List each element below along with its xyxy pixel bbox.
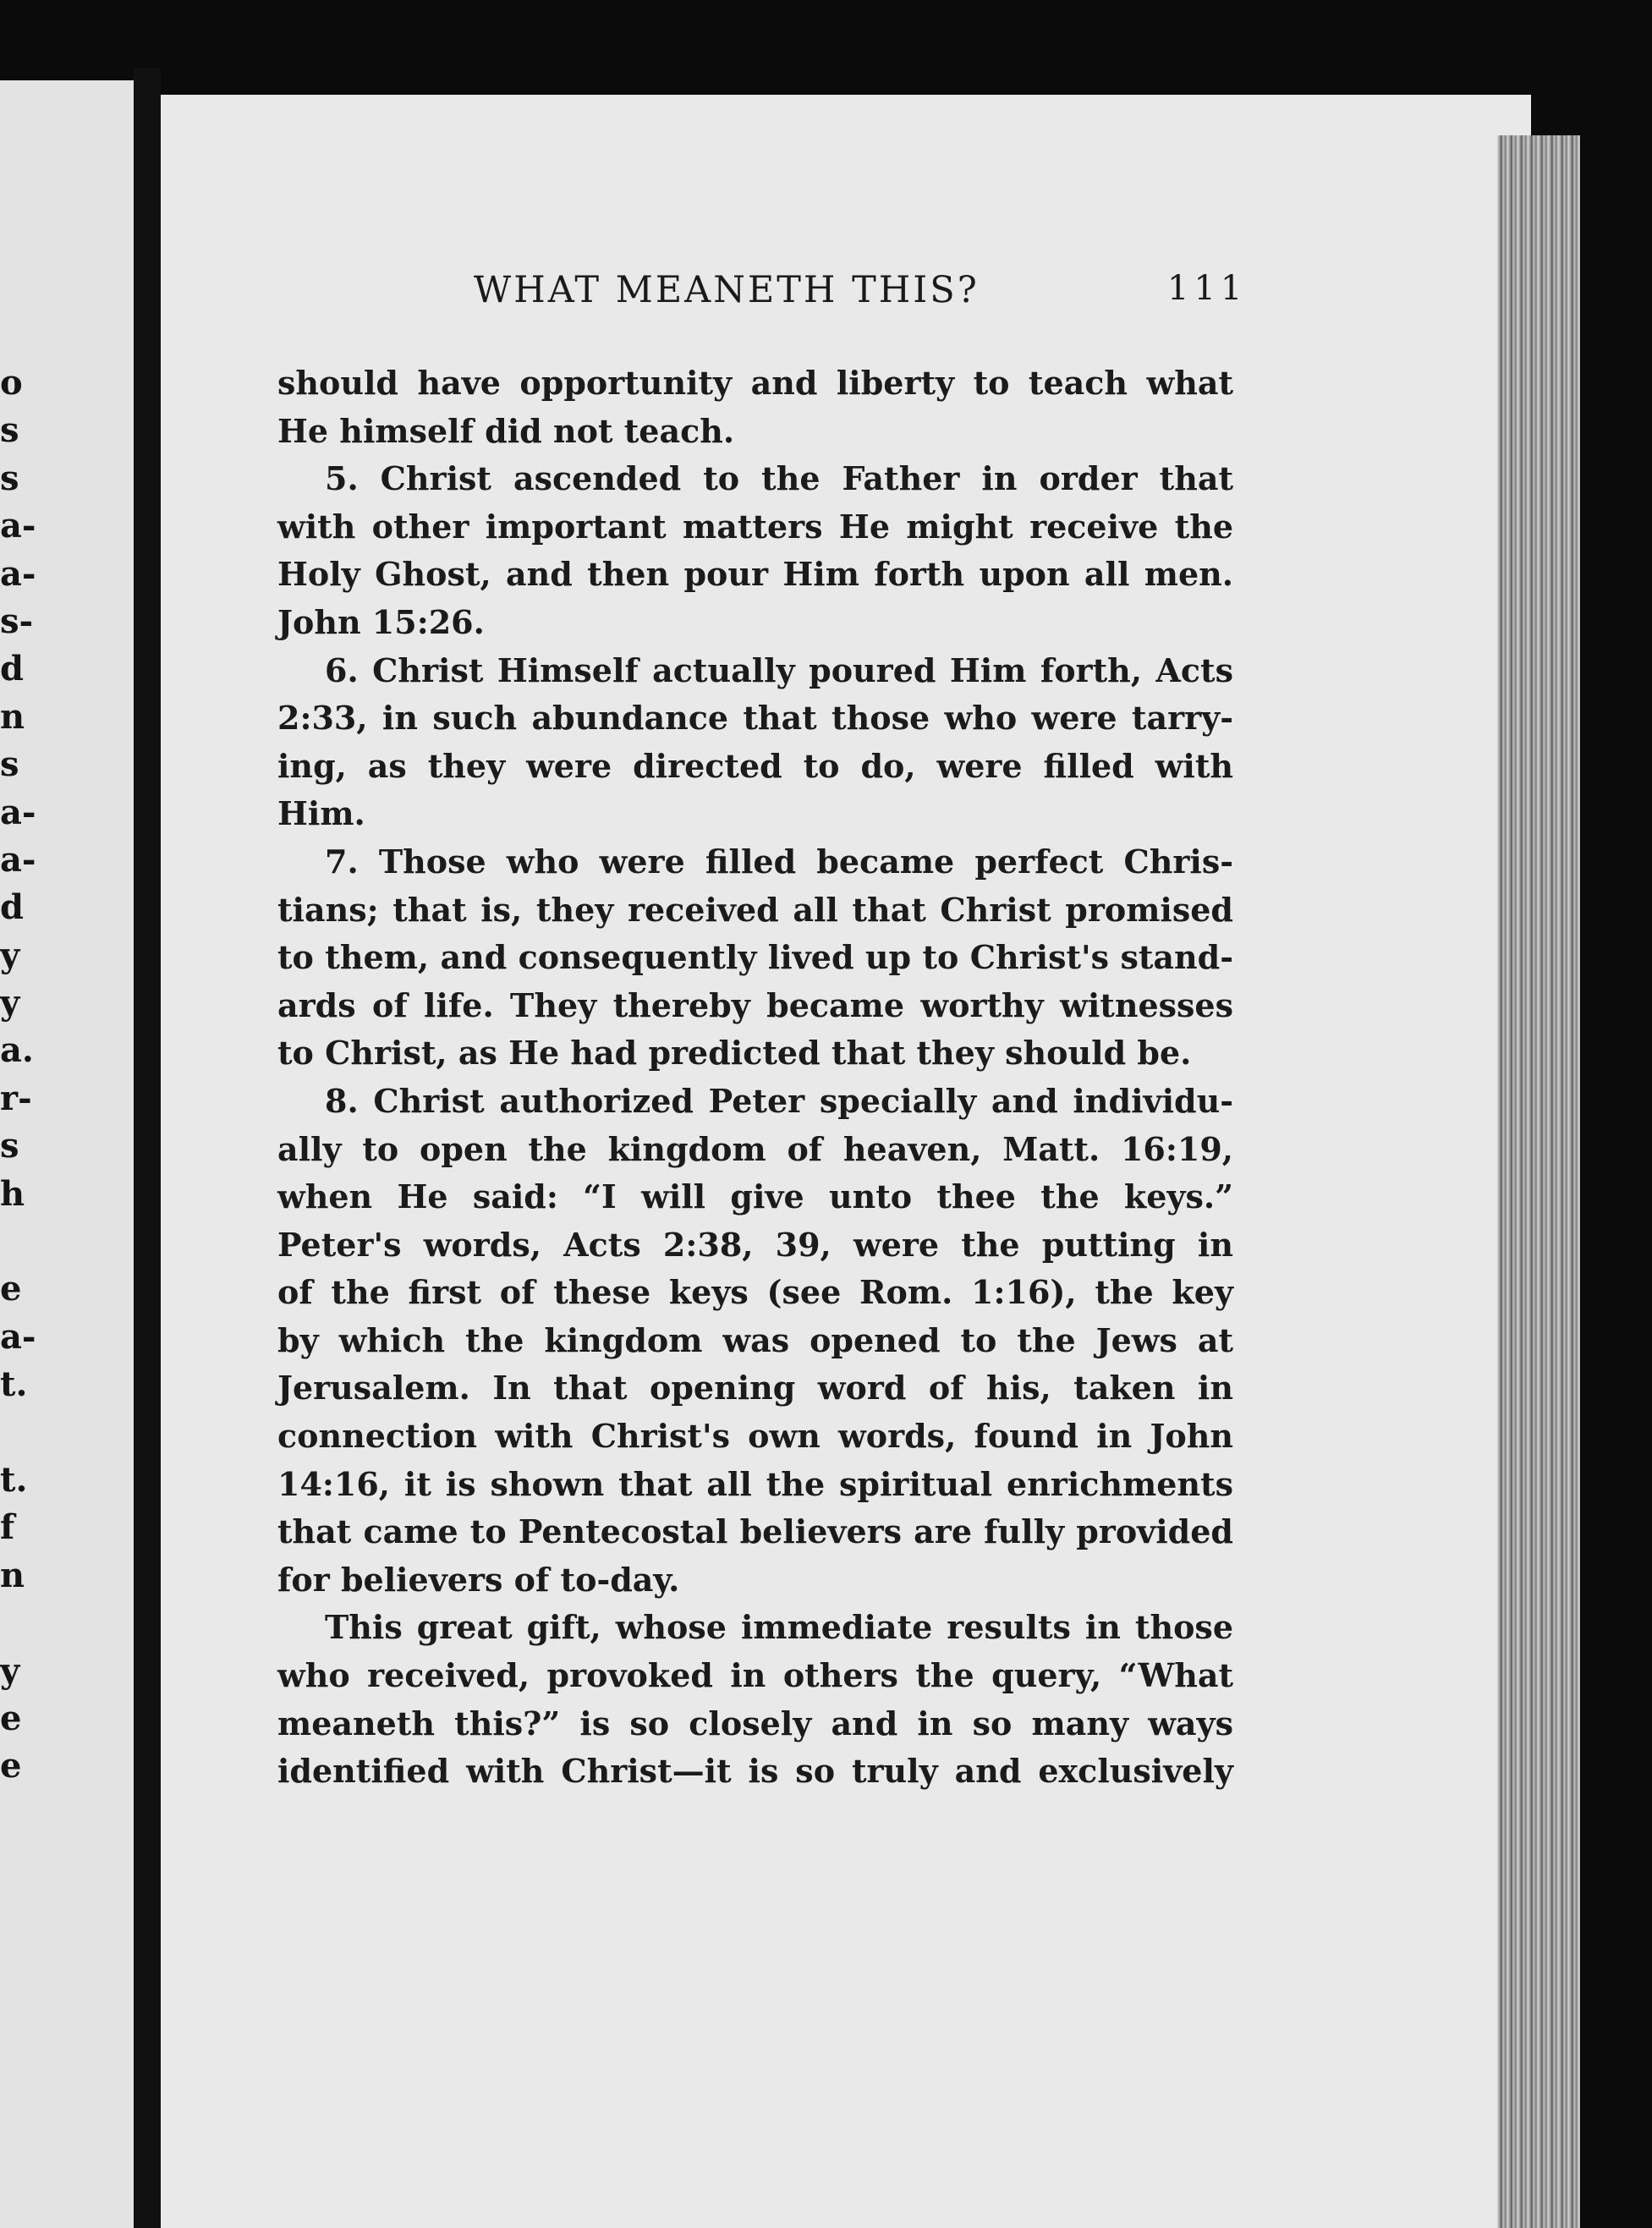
text-line: 14:16, it is shown that all the spiritual enrichments (277, 1464, 1233, 1503)
text-line: who received, provoked in others the query, “What (277, 1656, 1233, 1695)
left-page-fragment: a. (0, 1030, 34, 1071)
left-page-fragment: e (0, 1746, 22, 1786)
text-line: with other important matters He might receive the (277, 507, 1233, 546)
page-fore-edge (1497, 135, 1580, 2228)
text-line: ards of life. They thereby became worthy witnesses (277, 985, 1233, 1024)
text-line: for believers of to-day. (277, 1560, 680, 1599)
left-page-fragment (0, 1409, 34, 1457)
left-page-fragment: h (0, 1173, 25, 1214)
text-line: connection with Christ's own words, found in John (277, 1417, 1233, 1456)
left-page-fragment: d (0, 649, 24, 689)
left-page-fragment: a- (0, 506, 36, 546)
left-page-fragment: a- (0, 839, 36, 880)
left-page-fragment: e (0, 1269, 22, 1309)
text-line: when He said: “I will give unto thee the keys.” (277, 1177, 1233, 1216)
left-page-edge-text (0, 359, 34, 1791)
left-page-fragment: n (0, 696, 25, 737)
left-page-fragment: a- (0, 553, 36, 594)
text-line: identified with Christ—it is so truly and exclusively (277, 1752, 1233, 1791)
text-line: by which the kingdom was opened to the Jews at (277, 1320, 1233, 1359)
left-page-fragment: s (0, 410, 19, 451)
left-page-fragment: y (0, 983, 20, 1023)
text-line: of the first of these keys (see Rom. 1:16), the key (277, 1273, 1233, 1312)
left-page-fragment: a- (0, 1316, 36, 1357)
page-number: 111 (1167, 269, 1248, 308)
text-line: 8. Christ authorized Peter specially and individu- (325, 1081, 1233, 1120)
left-page-fragment: n (0, 1555, 25, 1595)
left-page-fragment: t. (0, 1459, 28, 1500)
text-line: Jerusalem. In that opening word of his, taken in (277, 1369, 1233, 1408)
text-line: This great gift, whose immediate results in those (325, 1608, 1233, 1647)
left-page-fragment: t. (0, 1364, 28, 1405)
text-line: ally to open the kingdom of heaven, Matt. 16:19, (277, 1129, 1233, 1168)
text-line: Him. (277, 794, 365, 833)
left-page-fragment (0, 1600, 34, 1647)
left-page-fragment: y (0, 935, 20, 975)
left-page-fragment (0, 1218, 34, 1265)
left-page-fragment: o (0, 363, 23, 403)
scan-top-border (0, 0, 1652, 59)
text-line: to them, and consequently lived up to Christ's stand- (277, 938, 1233, 977)
left-page-fragment: s (0, 458, 19, 498)
scan-right-border (1580, 0, 1652, 2228)
left-page-fragment: s (0, 1126, 19, 1166)
left-page-fragment: f (0, 1507, 15, 1548)
left-page-fragment: a- (0, 792, 36, 832)
left-page-fragment: s- (0, 601, 34, 641)
left-page-fragment: e (0, 1698, 22, 1738)
text-line: ing, as they were directed to do, were filled with (277, 746, 1233, 785)
text-line: 5. Christ ascended to the Father in order that (325, 459, 1233, 498)
text-line: to Christ, as He had predicted that they should be. (277, 1034, 1192, 1073)
text-line: 2:33, in such abundance that those who were tarry- (277, 699, 1233, 738)
left-page-fragment: s (0, 744, 19, 785)
text-line: that came to Pentecostal believers are fully provided (277, 1512, 1233, 1551)
text-line: meaneth this?” is so closely and in so many ways (277, 1704, 1233, 1742)
running-header (474, 269, 1248, 328)
text-line: 7. Those who were filled became perfect Chris- (325, 842, 1233, 881)
text-line: tians; that is, they received all that Christ promised (277, 890, 1233, 929)
running-title: WHAT MEANETH THIS? (474, 269, 980, 311)
left-page-fragment: r- (0, 1078, 32, 1118)
text-line: should have opportunity and liberty to teach what (277, 364, 1233, 402)
text-line: Peter's words, Acts 2:38, 39, were the putting in (277, 1225, 1233, 1264)
text-line: 6. Christ Himself actually poured Him forth, Acts (325, 650, 1233, 689)
text-line: He himself did not teach. (277, 411, 735, 450)
left-page-fragment: y (0, 1650, 20, 1691)
text-line: John 15:26. (277, 602, 485, 641)
book-spine-gutter (134, 68, 161, 2228)
body-text (277, 359, 1233, 1796)
text-line: Holy Ghost, and then pour Him forth upon all men. (277, 555, 1233, 594)
left-page-fragment: d (0, 887, 24, 928)
